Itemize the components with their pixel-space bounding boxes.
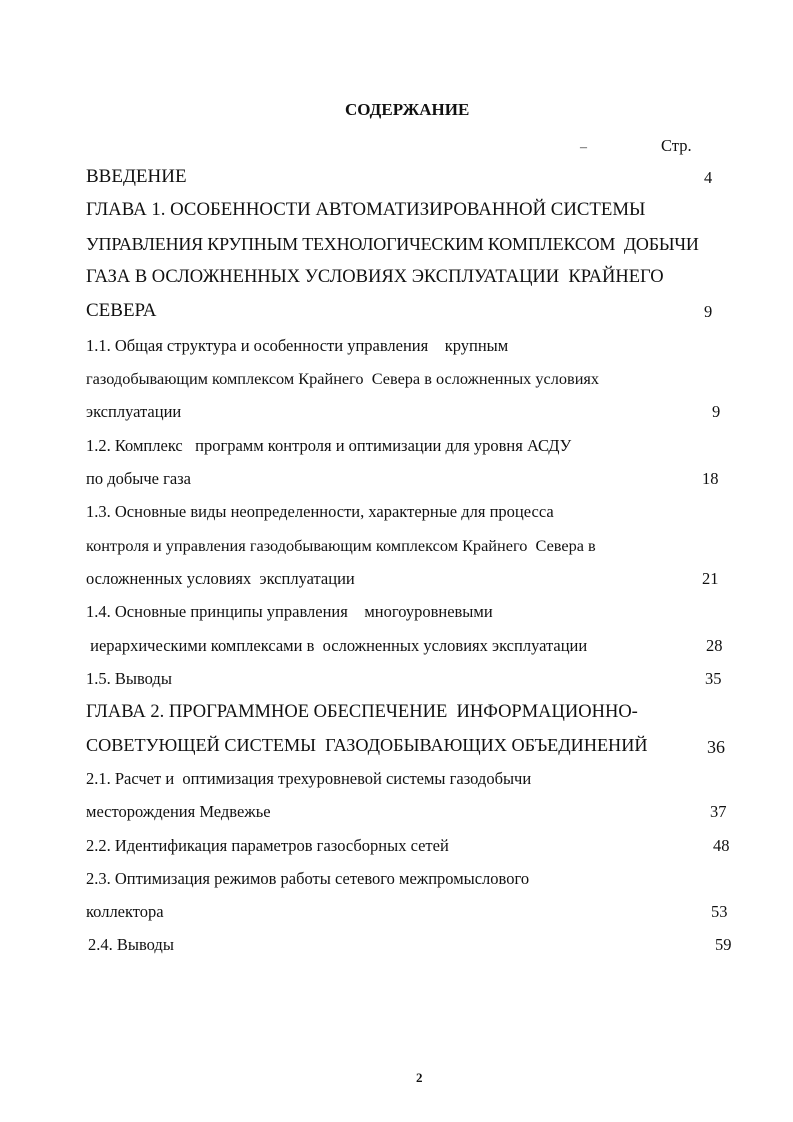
toc-entry-line: месторождения Медвежье: [86, 802, 271, 821]
toc-entry-line: 2.2. Идентификация параметров газосборных сетей: [86, 836, 449, 855]
toc-entry-line: 2.1. Расчет и оптимизация трехуровневой системы газодобычи: [86, 769, 532, 788]
dash-mark: –: [580, 140, 587, 155]
toc-entry-line: 1.1. Общая структура и особенности управления крупным: [86, 336, 509, 355]
toc-entry-page: 37: [710, 802, 727, 821]
toc-entry-line: СЕВЕРА: [86, 300, 157, 321]
toc-entry-line: по добыче газа: [86, 469, 192, 488]
toc-entry-page: 28: [706, 636, 723, 655]
toc-entry-line: иерархическими комплексами в осложненных условиях эксплуатации: [86, 636, 588, 655]
toc-entry-line: ГАЗА В ОСЛОЖНЕННЫХ УСЛОВИЯХ ЭКСПЛУАТАЦИИ КРАЙНЕГО: [86, 267, 664, 287]
toc-entry-line: эксплуатации: [86, 402, 182, 421]
toc-entry-page: 48: [713, 836, 730, 855]
toc-entry-line: ГЛАВА 2. ПРОГРАММНОЕ ОБЕСПЕЧЕНИЕ ИНФОРМАЦИОННО-: [86, 702, 638, 722]
toc-entry-line: контроля и управления газодобывающим комплексом Крайнего Севера в: [86, 536, 596, 555]
toc-entry-line: УПРАВЛЕНИЯ КРУПНЫМ ТЕХНОЛОГИЧЕСКИМ КОМПЛЕКСОМ ДОБЫЧИ: [86, 234, 699, 254]
toc-entry-page: 36: [707, 737, 725, 757]
toc-entry-line: ГЛАВА 1. ОСОБЕННОСТИ АВТОМАТИЗИРОВАННОЙ СИСТЕМЫ: [86, 199, 646, 220]
toc-entry-line: 1.4. Основные принципы управления многоуровневыми: [86, 602, 493, 621]
toc-entry-page: 4: [704, 168, 713, 187]
toc-entry-line: 2.4. Выводы: [88, 935, 174, 954]
toc-entry-line: 1.5. Выводы: [86, 669, 172, 688]
page-column-label: Стр.: [661, 136, 692, 155]
toc-entry-line: 2.3. Оптимизация режимов работы сетевого межпромыслового: [86, 869, 530, 888]
toc-entry-page: 9: [704, 302, 713, 321]
toc-entry-page: 53: [711, 902, 728, 921]
toc-entry-line: 1.2. Комплекс программ контроля и оптимизации для уровня АСДУ: [86, 436, 572, 455]
toc-entry-page: 59: [715, 935, 732, 954]
toc-entry-page: 35: [705, 669, 722, 688]
toc-entry-line: ВВЕДЕНИЕ: [86, 166, 187, 187]
page-number: 2: [416, 1070, 423, 1085]
toc-entry-line: осложненных условиях эксплуатации: [86, 569, 355, 588]
toc-entry-line: коллектора: [86, 902, 164, 921]
page-title: СОДЕРЖАНИЕ: [345, 100, 470, 119]
toc-entry-page: 21: [702, 569, 719, 588]
toc-entry-line: 1.3. Основные виды неопределенности, характерные для процесса: [86, 502, 554, 521]
toc-entry-page: 9: [712, 402, 721, 421]
toc-entry-line: газодобывающим комплексом Крайнего Севера в осложненных условиях: [86, 369, 600, 388]
toc-entry-line: СОВЕТУЮЩЕЙ СИСТЕМЫ ГАЗОДОБЫВАЮЩИХ ОБЪЕДИНЕНИЙ: [86, 735, 648, 755]
toc-entry-page: 18: [702, 469, 719, 488]
